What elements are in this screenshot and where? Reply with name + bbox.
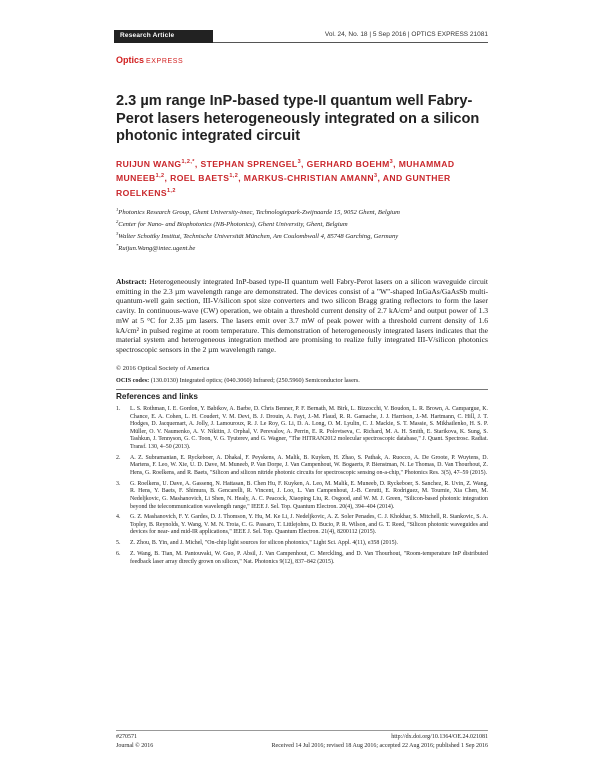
reference-number: 2. [116,454,121,461]
reference-number: 6. [116,551,121,558]
reference-item [116,540,488,548]
ocis-codes [116,377,360,384]
journal-logo [116,50,183,68]
reference-item [116,514,488,537]
references-heading: References and links [116,389,488,401]
header-rule [213,42,488,43]
author-name: MARKUS-CHRISTIAN AMANN$^3$, [243,173,381,184]
copyright-line: © 2016 Optical Society of America [116,365,210,372]
footer-doi-link[interactable]: http://dx.doi.org/10.1364/OE.24.021081 [391,734,488,740]
author-name: MUHAMMAD MUNEEB$^{1,2}$, [116,158,455,184]
abstract-text: Heterogeneously integrated InP-based type-II quantum well Fabry-Perot lasers on a silicon waveguide circuit emitting in the 2.3 µm wavelength range are demonstrated. The devices consist of a "W"-shaped InGaAs/GaAsSb multi-quantum-well gain section, III-V/silicon spot size converters and two silicon Bragg grating reflectors to form the laser cavity. In continuous-wave (CW) operation, we obtain a threshold current density of 2.7 kA/cm² and output power of 1.3 mW at 5 °C for 2.35 µm lasers. The lasers emit over 3.7 mW of peak power with a threshold current density of 1.6 kA/cm² in pulsed regime at room temperature. This demonstration of heterogeneously integrated lasers indicates that the material system and heterogeneous integration method are promising to realize fully integrated III-V/silicon photonics spectroscopic sensors in the 2 µm wavelength range. [116,277,488,354]
footer-article-id: #270571 [116,734,137,740]
reference-text: A. Z. Subramanian, E. Ryckeboer, A. Dhakal, F. Peyskens, A. Malik, B. Kuyken, H. Zhao, S. Pathak, A. Ruocco, A. De Groote, P. Wuytens, D. Martens, F. Leo, W. Xie, U. D. Dave, M. Muneeb, P. Van Dorpe, J. Van Campenhout, W. Bogaerts, P. Bienstman, N. Le Thomas, D. Van Thourhout, Z. Hens, G. Roelkens, and R. Baets, "Silicon and silicon nitride photonic circuits for spectroscopic sensing on-a-chip," Photonics Res. 3(5), 47–59 (2015). [130,454,488,476]
reference-text: Z. Wang, B. Tian, M. Pantouvaki, W. Guo, P. Absil, J. Van Campenhout, C. Merckling, and D. Van Thourhout, "Room-temperature InP distributed feedback laser array directly grown on silicon," Nat. Photonics 9(12), 837–842 (2015). [130,551,488,565]
reference-number: 3. [116,480,121,487]
reference-item [116,455,488,478]
author-name: AND GUNTHER ROELKENS$^{1,2}$ [116,173,451,198]
footer-dates: Received 14 Jul 2016; revised 18 Aug 2016; accepted 22 Aug 2016; published 1 Sep 2016 [271,743,488,749]
author-name: RUIJUN $WANG^{1,2,*}$, [116,158,198,169]
paper-title: 2.3 µm range InP-based type-II quantum well Fabry-Perot lasers heterogeneously integrated on a silicon photonic integrated circuit [116,93,480,145]
reference-list [116,406,488,569]
reference-number: 5. [116,540,121,547]
reference-item [116,481,488,511]
reference-text: Z. Zhou, B. Yin, and J. Michel, "On-chip light sources for silicon photonics," Light Sci. Appl. 4(11), e358 (2015). [130,540,398,547]
footer-journal: Journal © 2016 [116,743,154,749]
ocis-text: (130.0130) Integrated optics; (040.3060) Infrared; (250.5960) Semiconductor lasers. [149,377,360,384]
reference-number: 1. [116,406,121,412]
reference-item [116,406,488,452]
reference-number: 4. [116,514,121,521]
reference-text: G. Roelkens, U. Dave, A. Gassenq, N. Hattasan, B. Chen Hu, F. Kuyken, A. Leo, M. Malik, E. Muneeb, D. Ryckeboer, S. Sanchez, R. Uvin, Z. Wang, R. Hens, Y. Baets, F. Shimura, B. Gencarelli, R. Vincent, J. Loo, L. Van Campenhout, J.-B. Cerutti, E. Rodriguez, M. Tournie, Xia Chen, M. Nedeljkovic, G. Mashanovich, Li Shen, N. Healy, A. C. Peacock, Xiaoping Liu, R. Osgood, and W. M. J. Green, "Silicon-based photonic integration beyond the telecommunication wavelength range," IEEE J. Sel. Top. Quantum Electron. 20(4), 394–404 (2014). [130,480,488,510]
abstract-label: Abstract: [116,277,147,286]
reference-text: L. S. Rothman, I. E. Gordon, Y. Babikov, A. Barbe, D. Chris Benner, P. F. Bernath, M. Birk, L. Bizzocchi, V. Boudon, L. R. Brown, A. Campargue, K. Chance, E. A. Cohen, L. H. Coudert, V. M. Devi, B. J. Drouin, A. Fayt, J.-M. Flaud, R. R. Gamache, J. J. Harrison, J.-M. Hartmann, C. Hill, J. T. Hodges, D. Jacquemart, A. Jolly, J. Lamouroux, R. J. Le Roy, G. Li, D. A. Long, O. M. Lyulin, C. J. Mackie, S. T. Massie, S. Mikhailenko, H. S. P. Müller, O. V. Naumenko, A. V. Nikitin, J. Orphal, V. Perevalov, A. Perrin, E. R. Polovtseva, C. Richard, M. A. H. Smith, E. Starikova, K. Sung, S. Tashkun, J. Tennyson, G. C. Toon, V. G. Tyuterev, and G. Wagner, "The HITRAN2012 molecular spectroscopic database," J. Quant. Spectrosc. Radiat. Transf. 130, 4–50 (2013). [130,406,488,450]
ocis-label: OCIS codes: [116,377,150,384]
reference-item [116,551,488,566]
journal-citation: Vol. 24, No. 18 | 5 Sep 2016 | OPTICS EXPRESS 21081 [324,31,488,38]
logo-express: EXPRESS [146,58,184,65]
author-name: GERHARD BOEHM$^3$, [306,158,396,169]
reference-text: G. Z. Mashanovich, F. Y. Gardes, D. J. Thomson, Y. Hu, M. Ke Li, J. Nedeljkovic, A. Z. Soler Penades, C. J. Khokhar, S. Mitchell, R. Stankovic, S. A. Topley, B. Reynolds, Y. Wang, V. M. N. Troia, C. G. Passaro, T. Littlejohns, D. Bucio, P. R. Wilson, and G. T. Reed, "Silicon photonic waveguides and devices for near- and mid-IR applications," IEEE J. Sel. Top. Quantum Electron. 21(4), 8200112 (2015). [130,514,488,536]
affiliation-list [116,206,488,254]
footer-rule [116,730,488,731]
abstract [116,277,488,355]
author-list [116,156,488,199]
affiliation-item: $^3$Walter Schottky Institut, Technische Universität München, Am Coulombwall 4, 85748 Garching, Germany [116,230,399,240]
article-type-label: Research Article [120,32,175,39]
affiliation-item: $^1$Photonics Research Group, Ghent University-imec, Technologiepark-Zwijnaarde 15, 9052 Ghent, Belgium [116,207,400,217]
journal-header [114,30,488,44]
affiliation-item[interactable]: *Ruijun.Wang@intec.ugent.be [116,242,196,252]
author-name: ROEL BAETS$^{1,2}$, [170,173,241,184]
author-name: STEPHAN SPRENGEL$^3$, [200,158,304,169]
affiliation-item: $^2$Center for Nano- and Biophotonics (NB-Photonics), Ghent University, Ghent, Belgium [116,218,348,229]
logo-optics: Optics [116,55,145,65]
article-type-band [114,30,213,43]
